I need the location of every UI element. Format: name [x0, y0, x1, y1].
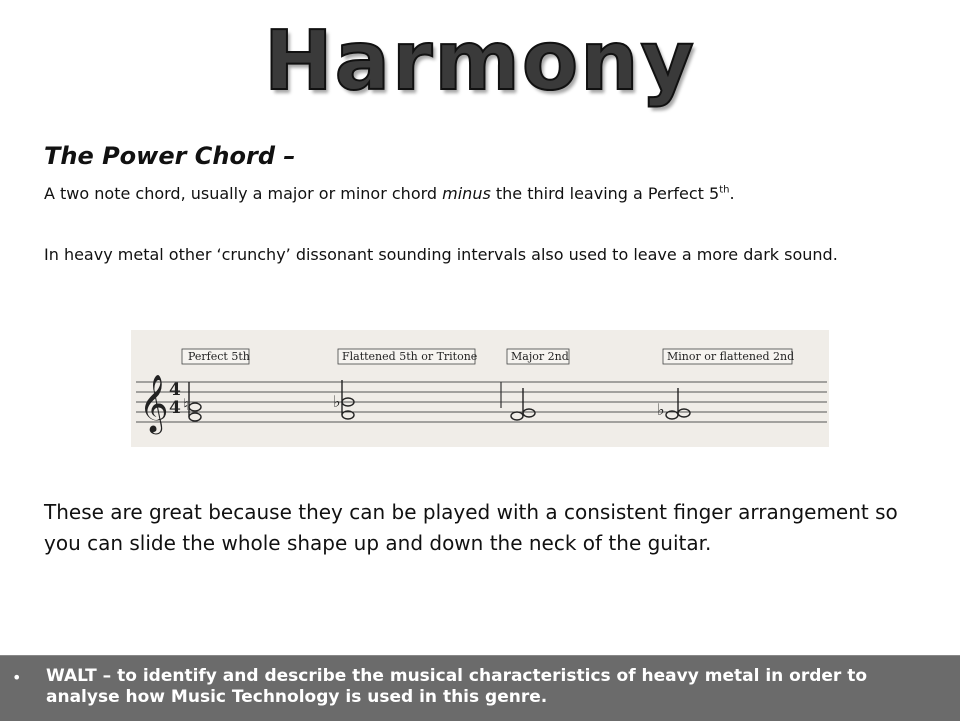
label-minor-2nd: Minor or flattened 2nd — [667, 350, 795, 363]
time-signature-top: 4 — [169, 380, 181, 400]
svg-text:♭: ♭ — [657, 400, 665, 419]
music-notation-image — [131, 330, 829, 447]
definition-part-a: A two note chord, usually a major or minor chord — [44, 184, 443, 203]
definition-part-b: the third leaving a Perfect 5 — [490, 184, 720, 203]
staff-lines — [136, 382, 827, 422]
chord-major-2nd — [511, 388, 535, 420]
definition-end: . — [729, 184, 735, 203]
treble-clef-icon: 𝄞 — [139, 374, 169, 432]
label-major-2nd: Major 2nd — [511, 350, 569, 363]
ordinal-suffix: th — [719, 184, 730, 196]
heavy-metal-note: In heavy metal other ‘crunchy’ dissonant sounding intervals also used to leave a more dark sound. — [44, 245, 838, 264]
svg-text:♭: ♭ — [333, 392, 341, 411]
time-signature-bottom: 4 — [169, 398, 181, 418]
section-heading: The Power Chord – — [44, 142, 296, 170]
chord-tritone — [333, 380, 354, 419]
svg-text:♮: ♮ — [183, 395, 189, 414]
walt-objective: WALT – to identify and describe the musical characteristics of heavy metal in order to analyse how Music Technology is used in this genre. — [46, 666, 868, 707]
staff-svg — [131, 330, 829, 447]
label-flattened-5th: Flattened 5th or Tritone — [342, 350, 478, 363]
slide-title: Harmony — [263, 14, 696, 109]
definition-text — [44, 184, 735, 203]
label-perfect-5th: Perfect 5th — [188, 350, 250, 363]
bullet-icon: • — [12, 668, 22, 687]
chord-minor-2nd — [657, 388, 690, 419]
definition-emphasis: minus — [442, 184, 491, 203]
explanation-paragraph: These are great because they can be played with a consistent finger arrangement so you can slide the whole shape up and down the neck of the guitar. — [44, 500, 898, 555]
